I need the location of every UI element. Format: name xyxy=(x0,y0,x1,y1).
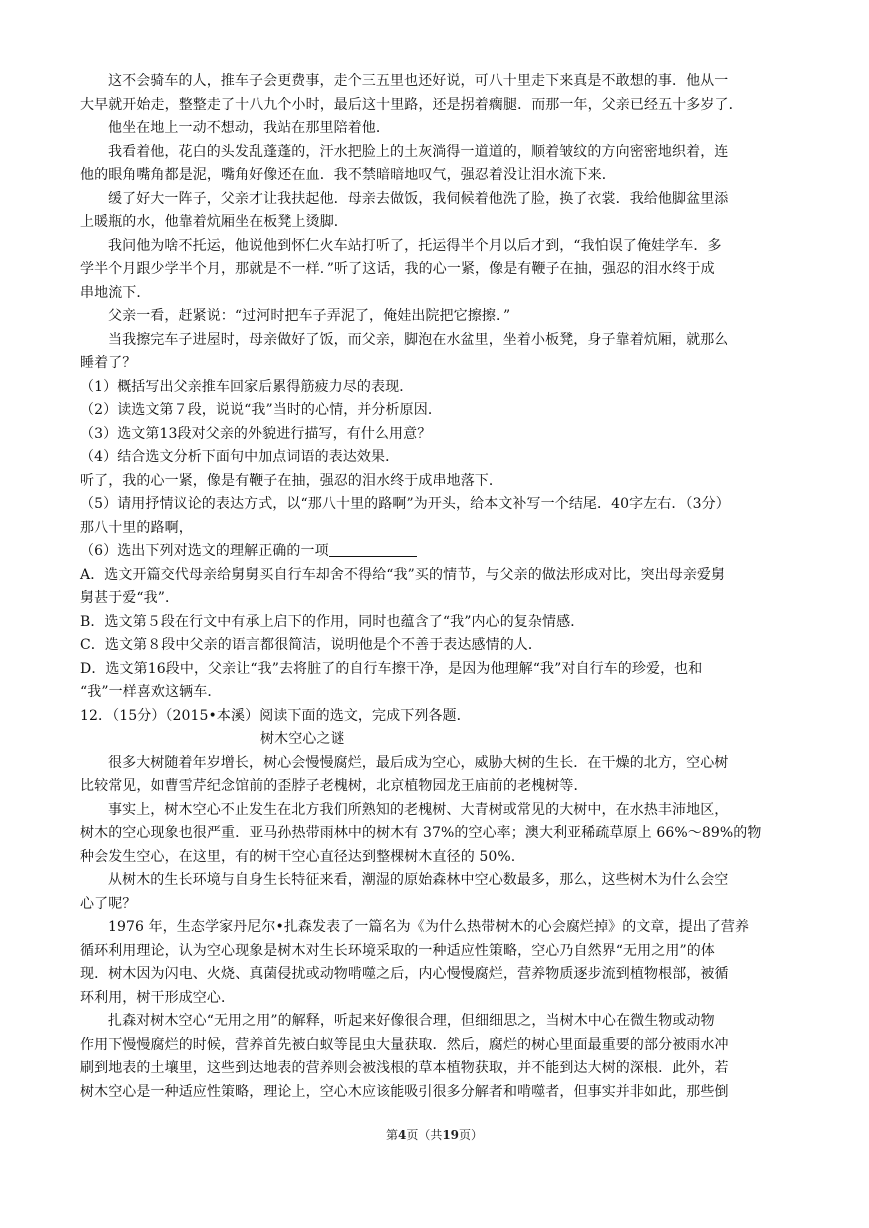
footer-suffix: 页） xyxy=(459,1128,484,1142)
option-b: B．选文第５段在行文中有承上启下的作用，同时也蕴含了“我”内心的复杂情感． xyxy=(80,613,585,630)
passage-paragraph-4-line-1: 1976 年，生态学家丹尼尔•扎森发表了一篇名为《为什么热带树木的心会腐烂掉》的文章，提出了营养 xyxy=(108,919,750,935)
option-a-line-2: 舅甚于爱“我”． xyxy=(80,590,180,606)
answer-blank xyxy=(329,542,417,557)
passage-paragraph-4-line-4: 环利用，树干形成空心． xyxy=(80,989,236,1006)
footer-mid: 页（共 xyxy=(406,1128,443,1142)
page-footer xyxy=(0,1126,869,1143)
option-c: C．选文第８段中父亲的语言都很简洁，说明他是个不善于表达感情的人． xyxy=(80,637,543,653)
story-paragraph-7-line-2: 睡着了？ xyxy=(80,355,137,371)
story-paragraph-3-line-1: 我看着他，花白的头发乱蓬蓬的，汗水把脸上的土灰淌得一道道的，顺着皱纹的方向密密地织着，连 xyxy=(108,143,729,160)
question-1: （1）概括写出父亲推车回家后累得筋疲力尽的表现． xyxy=(80,378,414,395)
question-4: （4）结合选文分析下面句中加点词语的表达效果． xyxy=(80,449,400,465)
story-paragraph-1-line-1: 这不会骑车的人，推车子会更费事，走个三五里也还好说，可八十里走下来真是不敢想的事．他从一 xyxy=(108,73,729,89)
passage-paragraph-3-line-1: 从树木的生长环境与自身生长特征来看，潮湿的原始森林中空心数最多，那么，这些树木为什么会空 xyxy=(108,872,729,888)
question-4-sentence: 听了，我的心一紧，像是有鞭子在抽，强忍的泪水终于成串地落下． xyxy=(80,472,503,489)
passage-paragraph-1-line-1: 很多大树随着年岁增长，树心会慢慢腐烂，最后成为空心，威胁大树的生长．在干燥的北方，空心树 xyxy=(108,754,729,771)
question-5-start: 那八十里的路啊， xyxy=(80,519,193,536)
passage-title: 树木空心之谜 xyxy=(260,731,345,747)
footer-prefix: 第 xyxy=(385,1128,398,1142)
story-paragraph-6: 父亲一看，赶紧说：“过河时把车子弄泥了，俺娃出院把它擦擦．” xyxy=(108,308,511,324)
question-6 xyxy=(80,540,792,564)
story-paragraph-5-line-2: 学半个月跟少学半个月，那就是不一样．”听了这话，我的心一紧，像是有鞭子在抽，强忍的泪水终于成 xyxy=(80,261,715,277)
passage-paragraph-5-line-2: 作用下慢慢腐烂的时候，营养首先被白蚁等昆虫大量获取．然后，腐烂的树心里面最重要的部分被雨水冲 xyxy=(80,1036,729,1053)
passage-paragraph-5-line-1: 扎森对树木空心“无用之用”的解释，听起来好像很合理，但细细思之，当树木中心在微生物或动物 xyxy=(108,1013,715,1029)
option-a-line-1: A．选文开篇交代母亲给舅舅买自行车却舍不得给“我”买的情节，与父亲的做法形成对比，突出母亲爱舅 xyxy=(80,566,726,583)
passage-paragraph-1-line-2: 比较常见，如曹雪芹纪念馆前的歪脖子老槐树，北京植物园龙王庙前的老槐树等． xyxy=(80,778,588,794)
footer-total-pages: 19 xyxy=(442,1128,460,1142)
story-paragraph-2: 他坐在地上一动不想动，我站在那里陪着他． xyxy=(108,120,390,136)
story-paragraph-5-line-1: 我问他为啥不托运，他说他到怀仁火车站打听了，托运得半个月以后才到，“我怕误了俺娃学车．多 xyxy=(108,237,722,254)
passage-paragraph-4-line-2: 循环利用理论，认为空心现象是树木对生长环境采取的一种适应性策略，空心乃自然界“无用之用”的体 xyxy=(80,942,715,959)
question-6-text: （6）选出下列对选文的理解正确的一项 xyxy=(80,543,329,559)
story-paragraph-4-line-2: 上暖瓶的水，他靠着炕厢坐在板凳上烫脚． xyxy=(80,214,348,230)
passage-paragraph-4-line-3: 现．树木因为闪电、火烧、真菌侵扰或动物啃噬之后，内心慢慢腐烂，营养物质逐步流到植物根部，被循 xyxy=(80,966,729,982)
option-d-line-2: “我”一样喜欢这辆车． xyxy=(80,684,222,700)
question-2: （2）读选文第７段，说说“我”当时的心情，并分析原因． xyxy=(80,402,442,418)
passage-paragraph-2-line-1: 事实上，树木空心不止发生在北方我们所熟知的老槐树、大青树或常见的大树中，在水热丰沛地区， xyxy=(108,801,729,818)
question-3: （3）选文第13段对父亲的外貌进行描写，有什么用意？ xyxy=(80,425,432,442)
story-paragraph-1-line-2: 大早就开始走，整整走了十八九个小时，最后这十里路，还是拐着瘸腿．而那一年，父亲已经五十多岁了． xyxy=(80,96,743,113)
story-paragraph-4-line-1: 缓了好大一阵子，父亲才让我扶起他．母亲去做饭，我伺候着他洗了脸，换了衣裳．我给他脚盆里添 xyxy=(108,190,729,207)
passage-paragraph-2-line-3: 种会发生空心，在这里，有的树干空心直径达到整棵树木直径的 50%. xyxy=(80,848,516,865)
footer-page-number: 4 xyxy=(397,1128,407,1142)
question-5: （5）请用抒情议论的表达方式，以“那八十里的路啊”为开头，给本文补写一个结尾．40字左右．（3分） xyxy=(80,496,730,512)
option-d-line-1: D．选文第16段中，父亲让“我”去将脏了的自行车擦干净，是因为他理解“我”对自行车的珍爱，也和 xyxy=(80,660,703,677)
passage-paragraph-2-line-2: 树木的空心现象也很严重．亚马孙热带雨林中的树木有 37%的空心率；澳大利亚稀疏草原上 66%～89%的物 xyxy=(80,825,762,841)
passage-paragraph-5-line-4: 树木空心是一种适应性策略，理论上，空心木应该能吸引很多分解者和啃噬者，但事实并非如此，那些倒 xyxy=(80,1083,729,1100)
passage-paragraph-5-line-3: 刷到地表的土壤里，这些到达地表的营养则会被浅根的草本植物获取，并不能到达大树的深根．此外，若 xyxy=(80,1060,729,1076)
passage-paragraph-3-line-2: 心了呢？ xyxy=(80,895,137,912)
story-paragraph-7-line-1: 当我擦完车子进屋时，母亲做好了饭，而父亲，脚泡在水盆里，坐着小板凳，身子靠着炕厢，就那么 xyxy=(108,331,729,348)
story-paragraph-3-line-2: 他的眼角嘴角都是泥，嘴角好像还在血．我不禁暗暗地叹气，强忍着没让泪水流下来． xyxy=(80,167,616,183)
story-paragraph-5-line-3: 串地流下． xyxy=(80,284,151,301)
document-page xyxy=(80,70,792,1104)
question-12-heading: 12．（15分）（2015•本溪）阅读下面的选文，完成下列各题． xyxy=(80,707,471,724)
